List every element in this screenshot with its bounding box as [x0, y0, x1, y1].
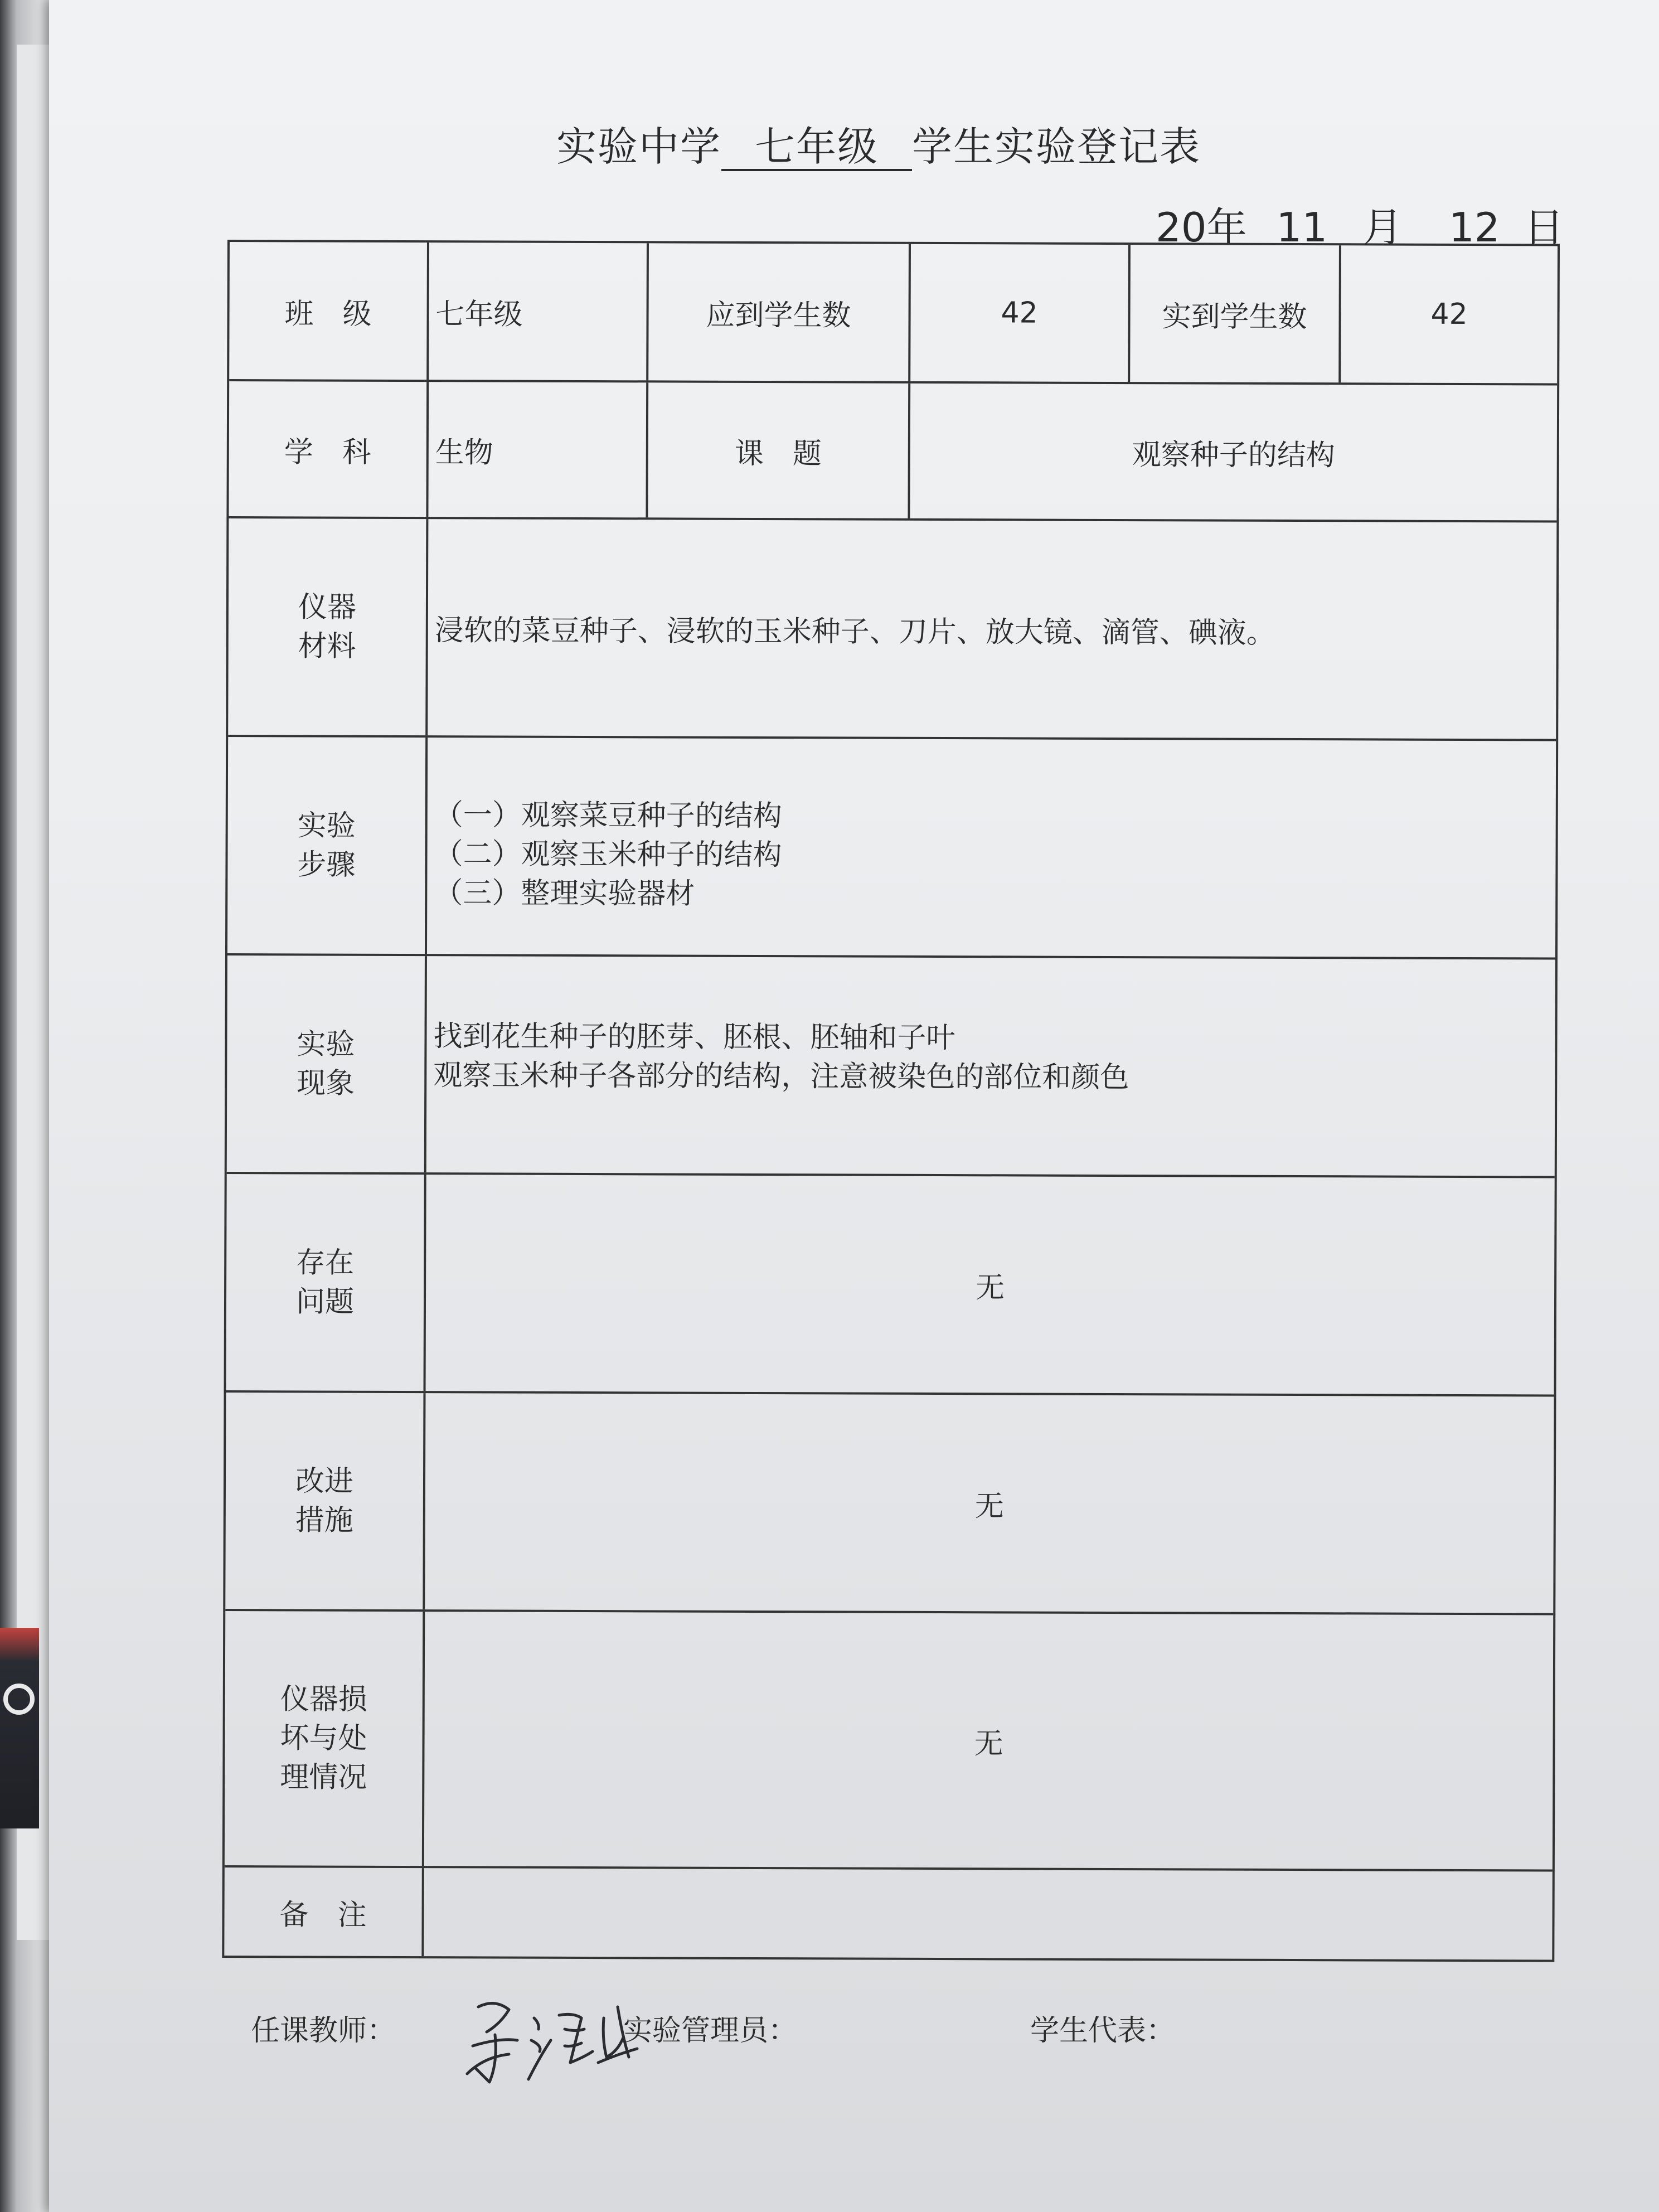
class-label: 班 级	[229, 242, 429, 380]
problems-value: 无	[975, 1270, 1005, 1304]
title-suffix: 学生实验登记表	[912, 123, 1201, 170]
table-row-remarks	[224, 1867, 1552, 1959]
title-grade: 七年级	[721, 125, 912, 171]
problems-label-line-2: 问题	[295, 1285, 355, 1319]
problems-label	[226, 1174, 426, 1391]
table-row-improvement	[225, 1393, 1554, 1615]
expected-students-label: 应到学生数	[648, 243, 911, 381]
table-row-steps	[227, 737, 1556, 959]
table-row-subject	[229, 381, 1557, 522]
steps-content	[427, 738, 1556, 957]
step-item: （三）整理实验器材	[434, 876, 695, 911]
phenomena-content	[426, 956, 1555, 1176]
side-object-mark	[3, 1684, 35, 1715]
steps-label-line-2: 步骤	[297, 848, 356, 882]
phenomenon-item: 观察玉米种子各部分的结构，注意被染色的部位和颜色	[433, 1059, 1129, 1095]
damage-label	[225, 1611, 425, 1866]
damage-label-line-1: 仪器损	[280, 1682, 367, 1716]
date-year: 20年	[1156, 204, 1247, 251]
equipment-label-line-1: 仪器	[298, 590, 357, 624]
date-month-unit: 月	[1362, 204, 1403, 251]
equipment-value: 浸软的菜豆种子、浸软的玉米种子、刀片、放大镜、滴管、碘液。	[434, 613, 1275, 650]
table-row-damage	[225, 1611, 1553, 1871]
date-day-unit: 日	[1524, 204, 1564, 251]
problems-label-line-1: 存在	[296, 1246, 355, 1280]
phenomena-label-line-1: 实验	[297, 1027, 355, 1061]
phenomena-label	[227, 955, 427, 1172]
table-row-class	[229, 242, 1558, 385]
improve-label	[225, 1393, 425, 1609]
expected-students-value: 42	[910, 244, 1131, 382]
date-day: 12	[1448, 204, 1500, 251]
phenomenon-item: 找到花生种子的胚芽、胚根、胚轴和子叶	[433, 1019, 955, 1055]
topic-value: 观察种子的结构	[1132, 438, 1335, 472]
phenomena-label-line-2: 现象	[297, 1066, 355, 1100]
steps-label	[227, 737, 428, 954]
step-item: （二）观察玉米种子的结构	[434, 837, 782, 872]
actual-students-value: 42	[1430, 297, 1468, 331]
steps-label-line-1: 实验	[297, 809, 356, 843]
subject-value: 生物	[428, 382, 648, 517]
class-value: 七年级	[429, 242, 649, 380]
step-item: （一）观察菜豆种子的结构	[434, 798, 782, 833]
table-row-phenomena	[227, 955, 1555, 1178]
side-object	[0, 1628, 39, 1828]
improve-label-line-2: 措施	[295, 1503, 353, 1537]
subject-label: 学 科	[229, 381, 429, 517]
student-rep-label: 学生代表：	[1030, 2014, 1176, 2048]
table-row-equipment	[228, 518, 1556, 741]
title-school: 实验中学	[556, 123, 722, 170]
registration-form-paper	[49, 0, 1659, 2212]
damage-value: 无	[974, 1726, 1003, 1760]
form-title	[556, 114, 1201, 172]
damage-label-line-3: 理情况	[280, 1760, 367, 1794]
improve-value: 无	[974, 1489, 1004, 1523]
actual-students-label: 实到学生数	[1130, 245, 1341, 382]
remarks-value	[424, 1868, 1552, 1959]
teacher-signature	[456, 1985, 646, 2096]
admin-label: 实验管理员：	[623, 2014, 798, 2048]
remarks-label: 备 注	[224, 1867, 424, 1956]
equipment-label	[228, 518, 428, 735]
date-month: 11	[1276, 204, 1328, 251]
improve-label-line-1: 改进	[295, 1464, 354, 1498]
damage-label-line-2: 坏与处	[280, 1721, 367, 1755]
topic-label: 课 题	[648, 382, 910, 518]
table-row-problems	[226, 1174, 1555, 1396]
equipment-label-line-2: 材料	[298, 629, 356, 663]
teacher-label: 任课教师：	[251, 2014, 396, 2048]
registration-table	[222, 240, 1560, 1962]
